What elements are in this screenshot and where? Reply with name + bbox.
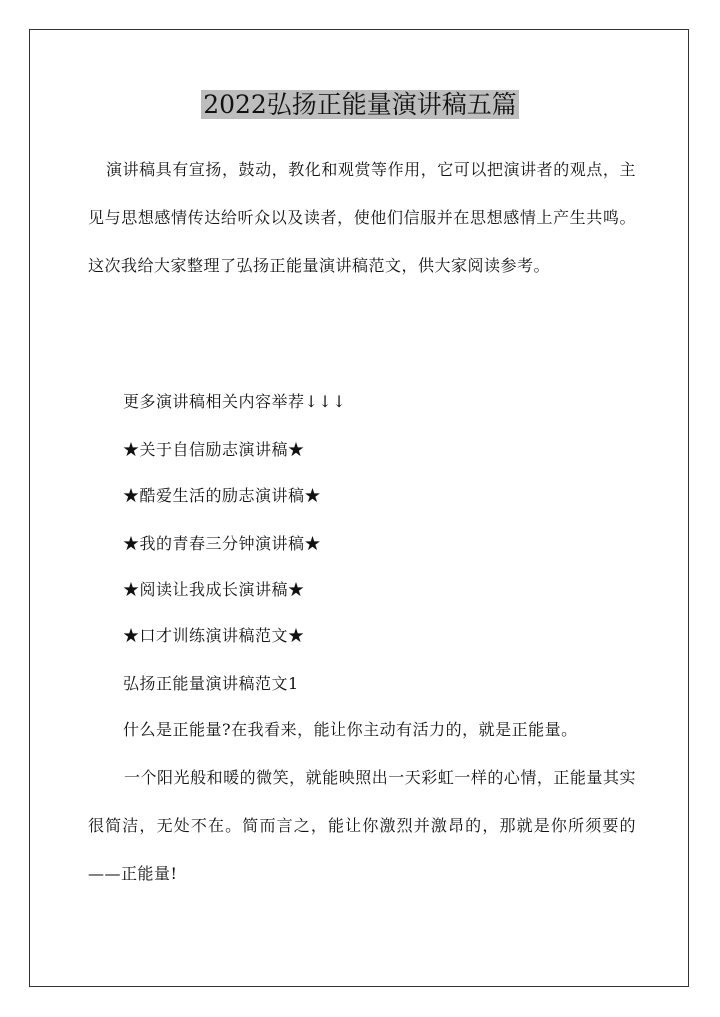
link-item-4[interactable]: ★阅读让我成长演讲稿★	[123, 580, 305, 599]
link-item-5[interactable]: ★口才训练演讲稿范文★	[123, 626, 305, 645]
link-item-3[interactable]: ★我的青春三分钟演讲稿★	[123, 534, 322, 553]
paragraph-2: 一个阳光般和暖的微笑，就能映照出一天彩虹一样的心情，正能量其实很简洁，无处不在。简而言之，能让你激烈并激昂的，那就是你所须要的——正能量!	[88, 768, 636, 883]
paragraph-1: 什么是正能量?在我看来，能让你主动有活力的，就是正能量。	[123, 720, 578, 739]
intro-paragraph: 演讲稿具有宣扬，鼓动，教化和观赏等作用，它可以把演讲者的观点，主见与思想感情传达给听众以及读者，使他们信服并在思想感情上产生共鸣。这次我给大家整理了弘扬正能量演讲稿范文，供大家阅读参考。	[88, 160, 636, 275]
document-title	[0, 88, 720, 122]
section-title: 弘扬正能量演讲稿范文1	[123, 674, 299, 693]
link-item-1[interactable]: ★关于自信励志演讲稿★	[123, 440, 305, 459]
link-item-2[interactable]: ★酷爱生活的励志演讲稿★	[123, 486, 322, 505]
document-title-text: 2022弘扬正能量演讲稿五篇	[203, 90, 517, 119]
more-heading: 更多演讲稿相关内容举荐↓↓↓	[123, 392, 347, 411]
